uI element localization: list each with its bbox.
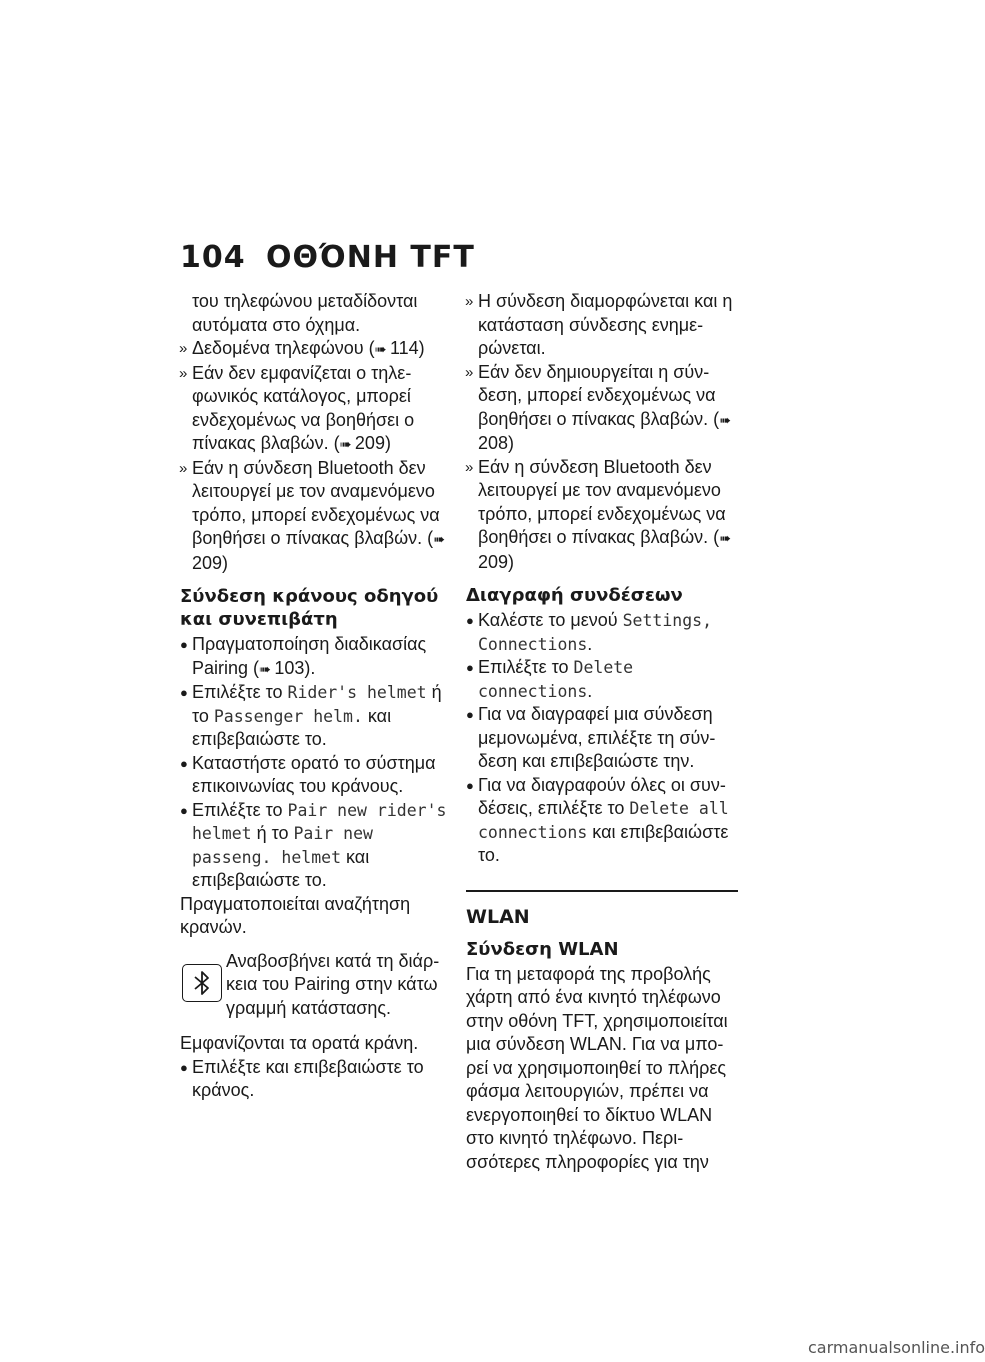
result-item <box>466 361 738 456</box>
watermark: carmanualsonline.info <box>808 1338 985 1357</box>
list-item <box>466 703 738 774</box>
page-header <box>180 240 780 275</box>
list-text: Καταστήστε ορατό το σύστημα επικοινωνίας του κράνους. <box>192 752 436 796</box>
left-column <box>180 290 450 1103</box>
list-text: Επιλέξτε το <box>478 657 574 677</box>
list-text: και επιβεβαιώστε το. <box>478 821 729 865</box>
bullet-marker: ● <box>466 613 474 628</box>
list-text: ή το <box>251 823 294 843</box>
result-marker: » <box>179 340 188 357</box>
bluetooth-note-text: Αναβοσβήνει κατά τη διάρκεια του Pairing στην κάτω γραμμή κατάστασης. <box>226 950 440 1018</box>
page-number: 104 <box>180 240 246 275</box>
menu-option-code: Passenger helm. <box>213 706 363 726</box>
list-text: Επιλέξτε το <box>192 799 288 820</box>
list-item <box>466 774 738 868</box>
bullet-marker: ● <box>180 1059 188 1075</box>
result-marker: » <box>465 458 474 476</box>
page-ref[interactable]: 114) <box>389 338 425 358</box>
list-item <box>466 609 738 656</box>
intro-text: του τηλεφώνου μεταδίδονται αυτόματα στο όχημα. <box>192 291 418 335</box>
menu-option-code: Settings, Connections <box>478 611 712 654</box>
result-marker: » <box>179 364 188 382</box>
page-ref[interactable]: 103). <box>274 657 316 678</box>
list-text: και επιβεβαιώστε το. <box>192 705 392 749</box>
visible-text: Εμφανίζονται τα ορατά κράνη. <box>180 1033 419 1053</box>
menu-option-code: Rider's helmet <box>287 683 427 702</box>
section-heading-wlan: Σύνδεση WLAN <box>466 938 619 960</box>
arrow-icon: ➠ <box>259 660 271 677</box>
list-text: Για να διαγραφεί μια σύνδεση μεμονωμένα, επιλέξτε τη σύνδεση και επιβεβαιώστε την. <box>478 704 716 771</box>
bullet-marker: ● <box>466 707 474 722</box>
list-text: . <box>587 680 593 701</box>
list-text: . <box>587 633 593 654</box>
result-item <box>466 290 738 361</box>
bluetooth-note <box>180 950 450 1021</box>
bluetooth-icon <box>182 964 222 1002</box>
menu-option-code: Delete all connections <box>478 799 729 842</box>
result-marker: » <box>179 459 188 477</box>
list-item <box>180 681 450 752</box>
result-marker: » <box>465 293 474 310</box>
bullet-marker: ● <box>180 802 188 818</box>
arrow-icon: ➠ <box>433 531 445 547</box>
section-heading-delete: Διαγραφή συνδέσεων <box>466 585 683 606</box>
wlan-text: Για τη μεταφορά της προβολής χάρτη από ένα κινητό τηλέφωνο στην οθόνη TFT, χρησιμοποιείται μια σύνδεση WLAN. Για να μπορεί να χρησιμοποιηθεί το πλήρες φάσμα λειτουργιών, πρέπει να ενεργοποιηθεί το δίκτυο WLAN στο κινητό τηλέφωνο. Περισσότερες πληροφορίες για την <box>466 963 728 1172</box>
list-item <box>180 633 450 681</box>
result-text: Εάν δεν εμφανίζεται ο τηλεφωνικός κατάλογος, μπορεί ενδεχομένως να βοηθήσει ο πίνακας βλαβών. ( <box>192 362 415 453</box>
arrow-icon: ➠ <box>719 530 731 546</box>
arrow-icon: ➠ <box>339 436 352 452</box>
result-item <box>180 457 450 576</box>
result-text: Εάν η σύνδεση Bluetooth δεν λειτουργεί με τον αναμενόμενο τρόπο, μπορεί ενδεχομένως να βοηθήσει ο πίνακας βλαβών. ( <box>192 457 440 548</box>
page-ref[interactable]: 209) <box>354 433 391 453</box>
list-item <box>466 656 738 703</box>
arrow-icon: ➠ <box>719 411 731 428</box>
menu-option-code: Delete connections <box>478 658 634 701</box>
result-marker: » <box>465 363 474 381</box>
result-item <box>180 337 450 362</box>
list-text: Επιλέξτε το <box>192 682 288 702</box>
menu-option-code: Pair new passeng. helmet <box>192 824 373 867</box>
list-text: Για να διαγραφούν όλες οι συνδέσεις, επιλέξτε το <box>478 774 726 818</box>
list-item <box>180 1056 450 1103</box>
section-title-wlan: WLAN <box>466 890 738 928</box>
result-text: Εάν δεν δημιουργείται η σύνδεση, μπορεί ενδεχομένως να βοηθήσει ο πίνακας βλαβών. ( <box>478 361 720 429</box>
result-item <box>466 456 738 575</box>
list-text: Πραγματοποίηση διαδικασίας Pairing ( <box>192 634 427 678</box>
bullet-marker: ● <box>180 755 188 771</box>
right-column <box>466 290 738 1174</box>
menu-option-code: Pair new rider's helmet <box>192 800 447 843</box>
arrow-icon: ➠ <box>374 341 387 357</box>
result-text: Η σύνδεση διαμορφώνεται και η κατάσταση σύνδεσης ενημερώνεται. <box>478 291 733 358</box>
bullet-marker: ● <box>466 777 474 793</box>
bullet-marker: ● <box>180 637 188 652</box>
page-ref[interactable]: 209) <box>192 552 229 573</box>
search-text: Πραγματοποιείται αναζήτηση κρανών. <box>180 893 411 937</box>
list-text: και επιβεβαιώστε το. <box>192 846 370 890</box>
section-heading-helmet: Σύνδεση κράνους οδηγού και συνεπιβάτη <box>180 586 439 630</box>
list-text: ή το <box>192 682 442 726</box>
page-ref[interactable]: 209) <box>478 551 515 572</box>
list-text: Καλέστε το μενού <box>478 610 623 630</box>
result-text: Δεδομένα τηλεφώνου ( <box>192 338 375 358</box>
list-item <box>180 799 450 893</box>
bullet-marker: ● <box>180 685 188 700</box>
page-ref[interactable]: 208) <box>478 433 515 453</box>
page-title: ΟΘΌΝΗ TFT <box>266 240 475 275</box>
result-text: Εάν η σύνδεση Bluetooth δεν λειτουργεί με τον αναμενόμενο τρόπο, μπορεί ενδεχομένως να βοηθήσει ο πίνακας βλαβών. ( <box>478 456 726 547</box>
list-text: Επιλέξτε και επιβεβαιώστε το κράνος. <box>192 1056 424 1100</box>
result-item <box>180 362 450 457</box>
list-item <box>180 752 450 799</box>
bullet-marker: ● <box>466 660 474 675</box>
